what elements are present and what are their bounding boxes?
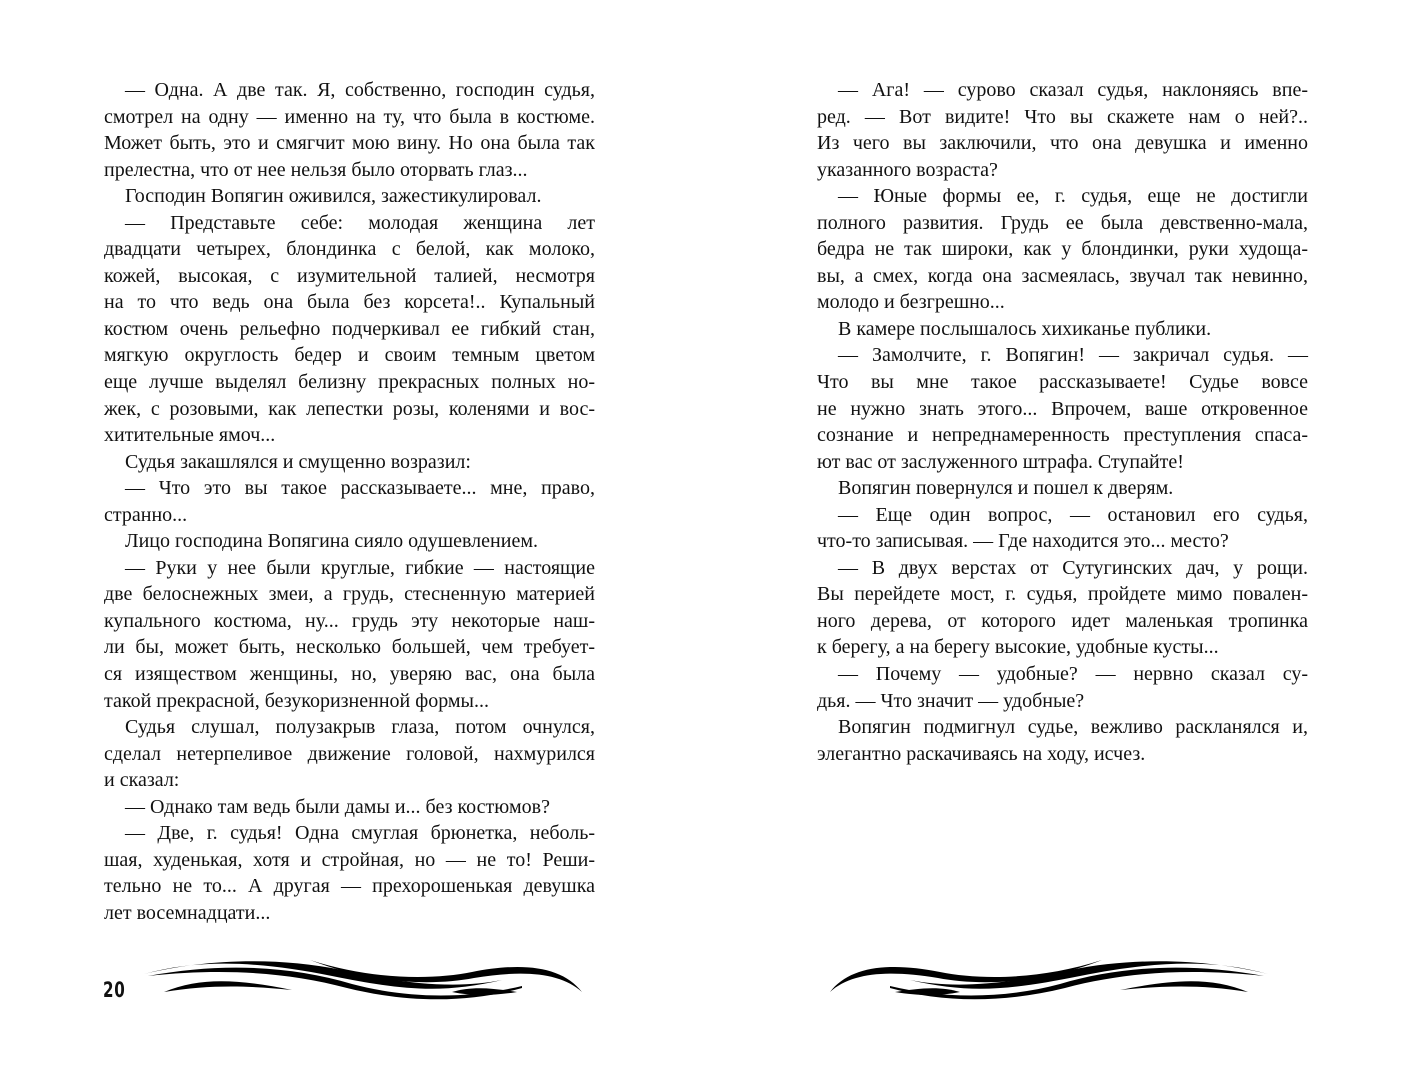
text-line: указанного возраста?	[817, 158, 998, 181]
text-line: — Что это вы такое рассказываете... мне, право,	[125, 477, 595, 500]
text-line: костюм очень рельефно подчеркивал ее гибкий стан,	[104, 317, 595, 340]
ornament-divider-right	[818, 958, 1270, 1010]
text-line: Вопягин повернулся и пошел к дверям.	[838, 477, 1174, 500]
text-line: дья. — Что значит — удобные?	[817, 689, 1085, 712]
text-line: — Юные формы ее, г. судья, еще не достигли	[838, 185, 1308, 208]
text-line: Вопягин подмигнул судье, вежливо раскланялся и,	[838, 716, 1308, 739]
right-page-text	[817, 77, 1308, 767]
text-line: сознание и непреднамеренность преступления спаса-	[817, 424, 1308, 447]
text-line: к берегу, а на берегу высокие, удобные кусты...	[817, 636, 1219, 659]
text-line: двадцати четырех, блондинка с белой, как молоко,	[104, 238, 595, 261]
text-line: ся изяществом женщины, но, уверяю вас, она была	[104, 663, 595, 686]
text-line: ред. — Вот видите! Что вы скажете нам о ней?..	[817, 105, 1308, 128]
ornament-divider-left	[142, 958, 594, 1010]
text-line: бедра не так широки, как у блондинки, руки худоща-	[817, 238, 1308, 261]
text-line: жек, с розовыми, как лепестки розы, коленями и вос-	[104, 397, 595, 420]
text-line: сделал нетерпеливое движение головой, нахмурился	[104, 742, 595, 765]
text-line: — Еще один вопрос, — остановил его судья,	[838, 503, 1308, 526]
text-line: лет восемнадцати...	[104, 901, 271, 924]
text-line: Судья закашлялся и смущенно возразил:	[125, 450, 471, 473]
text-line: Что вы мне такое рассказываете! Судье вовсе	[817, 371, 1308, 394]
text-line: прелестна, что от нее нельзя было оторвать глаз...	[104, 158, 528, 181]
text-line: купального костюма, ну... грудь эту некоторые наш-	[104, 609, 595, 632]
text-line: ют вас от заслуженного штрафа. Ступайте!	[817, 450, 1184, 473]
text-line: шая, худенькая, хотя и стройная, но — не то! Реши-	[104, 848, 595, 871]
text-line: смотрел на одну — именно на ту, что была в костюме.	[104, 105, 595, 128]
text-line: что-то записывая. — Где находится это... место?	[817, 530, 1229, 553]
text-line: вы, а смех, когда она засмеялась, звучал так невинно,	[817, 264, 1308, 287]
text-line: — Однако там ведь были дамы и... без костюмов?	[125, 795, 550, 818]
text-line: Может быть, это и смягчит мою вину. Но она была так	[104, 132, 595, 155]
text-line: странно...	[104, 503, 188, 526]
text-line: Господин Вопягин оживился, зажестикулировал.	[125, 185, 542, 208]
text-line: полного развития. Грудь ее была девственно-мала,	[817, 211, 1308, 234]
text-line: Из чего вы заключили, что она девушка и именно	[817, 132, 1308, 155]
text-line: две белоснежных змеи, а грудь, стесненную материей	[104, 583, 595, 606]
text-line: еще лучше выделял белизну прекрасных полных но-	[104, 371, 595, 394]
text-line: Вы перейдете мост, г. судья, пройдете мимо повален-	[817, 583, 1308, 606]
text-line: — Почему — удобные? — нервно сказал су-	[838, 663, 1308, 686]
text-line: Лицо господина Вопягина сияло одушевлением.	[125, 530, 538, 553]
text-line: элегантно раскачиваясь на ходу, исчез.	[817, 742, 1146, 765]
text-line: — В двух верстах от Сутугинских дач, у рощи.	[838, 556, 1308, 579]
text-line: на то что ведь она была без корсета!.. Купальный	[104, 291, 595, 314]
text-line: мягкую округлость бедер и своим темным цветом	[104, 344, 595, 367]
text-line: не нужно знать этого... Впрочем, ваше откровенное	[817, 397, 1308, 420]
text-line: — Две, г. судья! Одна смуглая брюнетка, неболь-	[125, 822, 595, 845]
left-page-text	[104, 77, 595, 927]
text-line: хитительные ямоч...	[104, 424, 276, 447]
text-line: — Представьте себе: молодая женщина лет	[125, 211, 595, 234]
text-line: — Одна. А две так. Я, собственно, господин судья,	[125, 79, 595, 101]
text-line: ли бы, может быть, несколько большей, чем требует-	[104, 636, 595, 659]
text-line: — Руки у нее были круглые, гибкие — настоящие	[125, 556, 595, 579]
text-line: кожей, высокая, с изумительной талией, несмотря	[104, 264, 595, 287]
text-line: Судья слушал, полузакрыв глаза, потом очнулся,	[125, 716, 595, 739]
text-line: В камере послышалось хихиканье публики.	[838, 317, 1212, 340]
text-line: — Замолчите, г. Вопягин! — закричал судья. —	[838, 344, 1308, 367]
text-line: такой прекрасной, безукоризненной формы...	[104, 689, 489, 712]
text-line: тельно не то... А другая — прехорошенькая девушка	[104, 875, 595, 898]
text-line: — Ага! — сурово сказал судья, наклоняясь впе-	[838, 79, 1308, 101]
page-number: 20	[103, 978, 126, 1002]
text-line: и сказал:	[104, 769, 180, 792]
text-line: молодо и безгрешно...	[817, 291, 1005, 314]
text-line: ного дерева, от которого идет маленькая тропинка	[817, 609, 1308, 632]
